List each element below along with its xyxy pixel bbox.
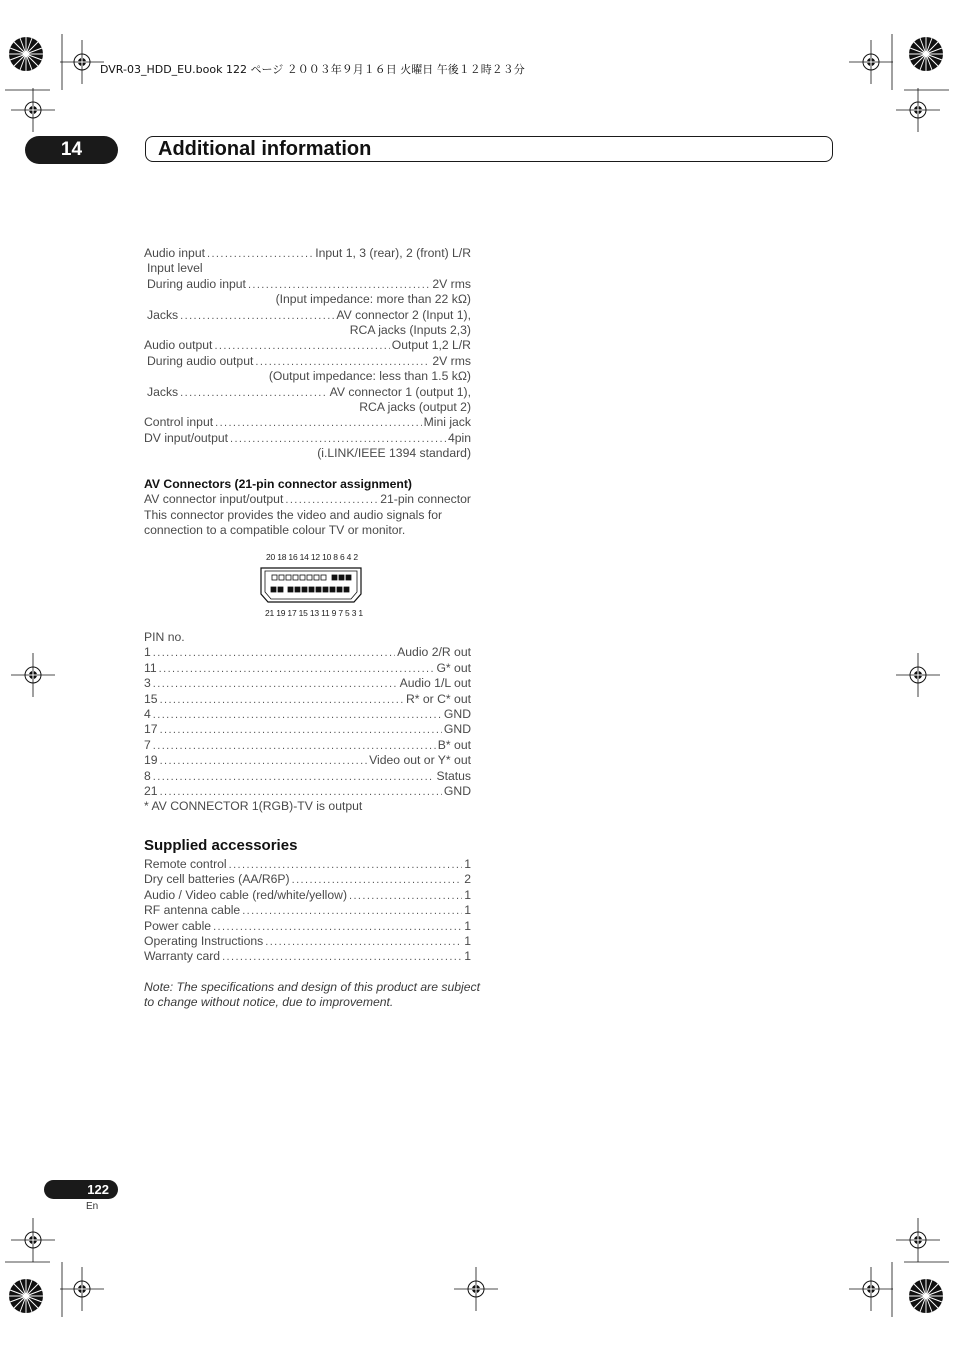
spec-list <box>144 246 471 461</box>
spec-continuation: (Output impedance: less than 1.5 kΩ) <box>268 369 471 384</box>
registration-mark-icon <box>60 40 104 84</box>
accessory-row: RF antenna cable ..... 1 <box>144 903 471 918</box>
pin-row: 11 ..... G* out <box>144 661 471 676</box>
pin-row: 4 ..... GND <box>144 707 471 722</box>
spec-continuation: RCA jacks (Inputs 2,3) <box>349 322 471 337</box>
registration-mark-icon <box>849 1267 893 1311</box>
pin-row: 17 ..... GND <box>144 722 471 737</box>
registration-mark-icon <box>11 88 55 132</box>
av-connectors-section <box>144 477 471 539</box>
av-connector-description: This connector provides the video and audio signals for <box>144 507 443 522</box>
spec-continuation: RCA jacks (output 2) <box>359 399 471 414</box>
spec-continuation: (Input impedance: more than 22 kΩ) <box>275 292 471 307</box>
spec-row-dv-input-output: DV input/output ..... 4pin <box>144 431 471 446</box>
pin-row: 15 ..... R* or C* out <box>144 692 471 707</box>
pin-row: 8 ..... Status <box>144 769 471 784</box>
accessory-row: Audio / Video cable (red/white/yellow) ..... 1 <box>144 888 471 903</box>
registration-mark-icon <box>9 37 43 71</box>
chapter-title: Additional information <box>158 138 372 160</box>
pin-row: 3 ..... Audio 1/L out <box>144 676 471 691</box>
registration-mark-icon <box>849 40 893 84</box>
spec-row-audio-output: Audio output ..... Output 1,2 L/R <box>144 338 471 353</box>
spec-subhead-input-level: Input level <box>147 261 203 276</box>
spec-row-control-input: Control input ..... Mini jack <box>144 415 471 430</box>
pin-footnote: * AV CONNECTOR 1(RGB)-TV is output <box>144 799 363 814</box>
scart-connector-icon <box>258 566 364 604</box>
av-connectors-heading: AV Connectors (21-pin connector assignment) <box>144 477 412 491</box>
pin-row: 21 ..... GND <box>144 784 471 799</box>
accessory-row: Dry cell batteries (AA/R6P) ..... 2 <box>144 872 471 887</box>
av-connector-description: connection to a compatible colour TV or monitor. <box>144 523 406 538</box>
specification-note <box>144 980 484 1011</box>
file-info-header: DVR-03_HDD_EU.book 122 ページ ２００３年９月１６日 火曜日 午後１２時２３分 <box>100 63 525 76</box>
connector-top-pin-numbers: 20 18 16 14 12 10 8 6 4 2 <box>266 552 358 562</box>
supplied-accessories-heading: Supplied accessories <box>144 837 298 854</box>
pin-assignment-list <box>144 630 471 815</box>
accessories-list <box>144 857 471 965</box>
registration-mark-icon <box>909 1279 943 1313</box>
pin-row: 1 ..... Audio 2/R out <box>144 645 471 660</box>
registration-mark-icon <box>896 1218 940 1262</box>
registration-mark-icon <box>896 88 940 132</box>
accessory-row: Warranty card ..... 1 <box>144 949 471 964</box>
accessory-row: Power cable ..... 1 <box>144 919 471 934</box>
registration-mark-icon <box>896 653 940 697</box>
note-line: to change without notice, due to improvement. <box>144 995 394 1010</box>
spec-row-av-connector: AV connector input/output ..... 21-pin connector <box>144 492 471 507</box>
registration-mark-icon <box>454 1267 498 1311</box>
registration-mark-icon <box>9 1279 43 1313</box>
accessory-row: Operating Instructions ..... 1 <box>144 934 471 949</box>
pin-row: 19 ..... Video out or Y* out <box>144 753 471 768</box>
registration-mark-icon <box>11 1218 55 1262</box>
page-number-badge: 122 <box>44 1180 118 1199</box>
spec-row-jacks-input: Jacks ..... AV connector 2 (Input 1), <box>144 308 471 323</box>
pin-list-heading: PIN no. <box>144 630 185 644</box>
connector-bottom-pin-numbers: 21 19 17 15 13 11 9 7 5 3 1 <box>265 608 363 618</box>
spec-row-jacks-output: Jacks ..... AV connector 1 (output 1), <box>144 385 471 400</box>
chapter-number-badge: 14 <box>25 136 118 164</box>
spec-row-audio-input: Audio input ..... Input 1, 3 (rear), 2 (front) L/R <box>144 246 471 261</box>
registration-mark-icon <box>909 37 943 71</box>
registration-mark-icon <box>11 653 55 697</box>
registration-mark-icon <box>60 1267 104 1311</box>
note-line: Note: The specifications and design of this product are subject <box>144 980 481 994</box>
spec-continuation: (i.LINK/IEEE 1394 standard) <box>317 446 471 461</box>
language-code: En <box>86 1201 99 1212</box>
pin-row: 7 ..... B* out <box>144 738 471 753</box>
accessory-row: Remote control ..... 1 <box>144 857 471 872</box>
spec-row-during-audio-output: During audio output ..... 2V rms <box>144 354 471 369</box>
spec-row-during-audio-input: During audio input ..... 2V rms <box>144 277 471 292</box>
